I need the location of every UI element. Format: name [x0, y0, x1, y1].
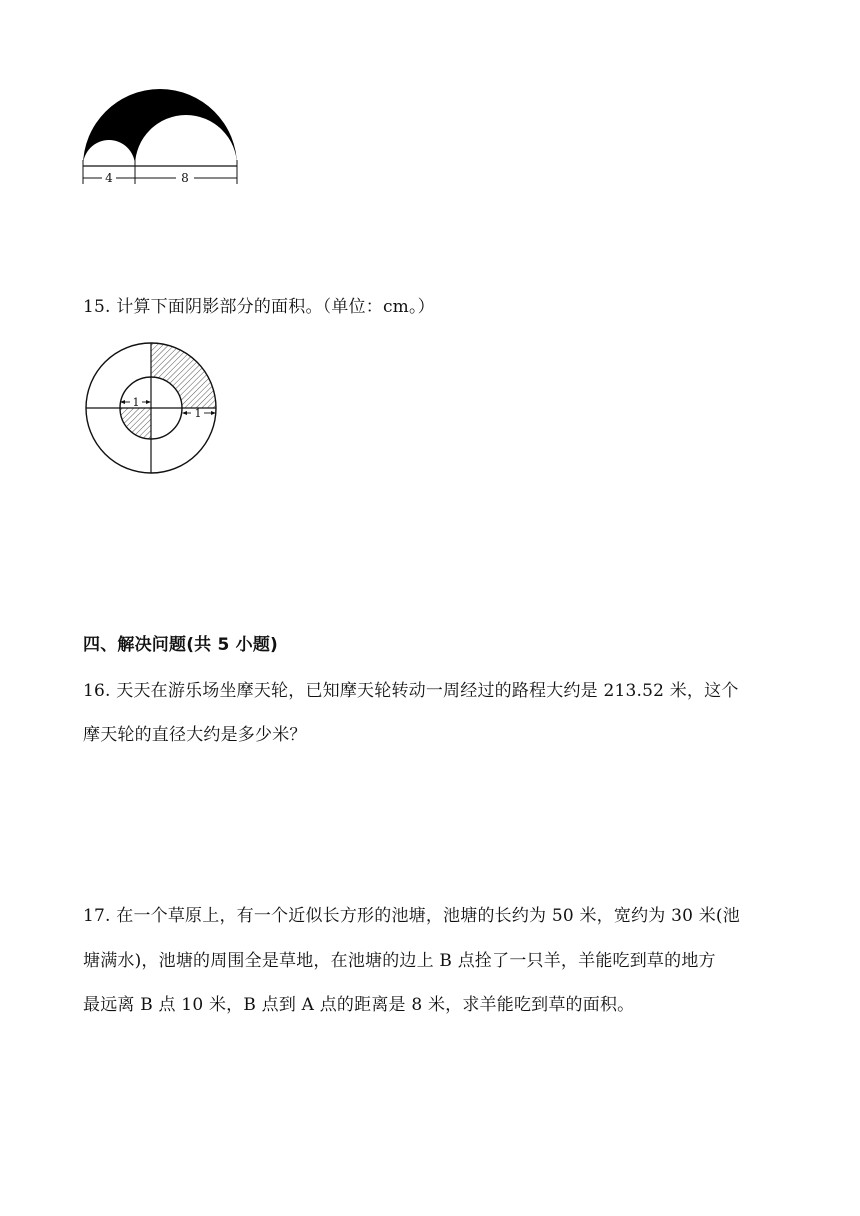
semicircle-figure: [78, 84, 246, 188]
question-16-line-2: 摩天轮的直径大约是多少米？: [83, 725, 307, 745]
question-17-line-3: 最远离 B 点 10 米，B 点到 A 点的距离是 8 米，求羊能吃到草的面积。: [83, 995, 635, 1015]
dimension-label-4: 4: [105, 171, 113, 185]
question-16-line-1: 16. 天天在游乐场坐摩天轮，已知摩天轮转动一周经过的路程大约是 213.52 米，这个: [83, 681, 739, 701]
question-15: 15. 计算下面阴影部分的面积。（单位：cm。）: [83, 297, 435, 317]
shaded-semicircle-region: [83, 89, 237, 166]
ring-width-label: 1: [194, 407, 202, 420]
shaded-ring-quadrant: [151, 343, 216, 408]
dimension-label-8: 8: [181, 171, 189, 185]
concentric-circles-figure: [80, 337, 225, 481]
question-17-line-2: 塘满水)，池塘的周围全是草地，在池塘的边上 B 点拴了一只羊，羊能吃到草的地方: [83, 951, 716, 971]
inner-radius-label: 1: [132, 396, 140, 409]
section-heading: 四、解决问题(共 5 小题): [83, 635, 279, 655]
question-17-line-1: 17. 在一个草原上，有一个近似长方形的池塘，池塘的长约为 50 米，宽约为 30 米(池: [83, 906, 740, 926]
